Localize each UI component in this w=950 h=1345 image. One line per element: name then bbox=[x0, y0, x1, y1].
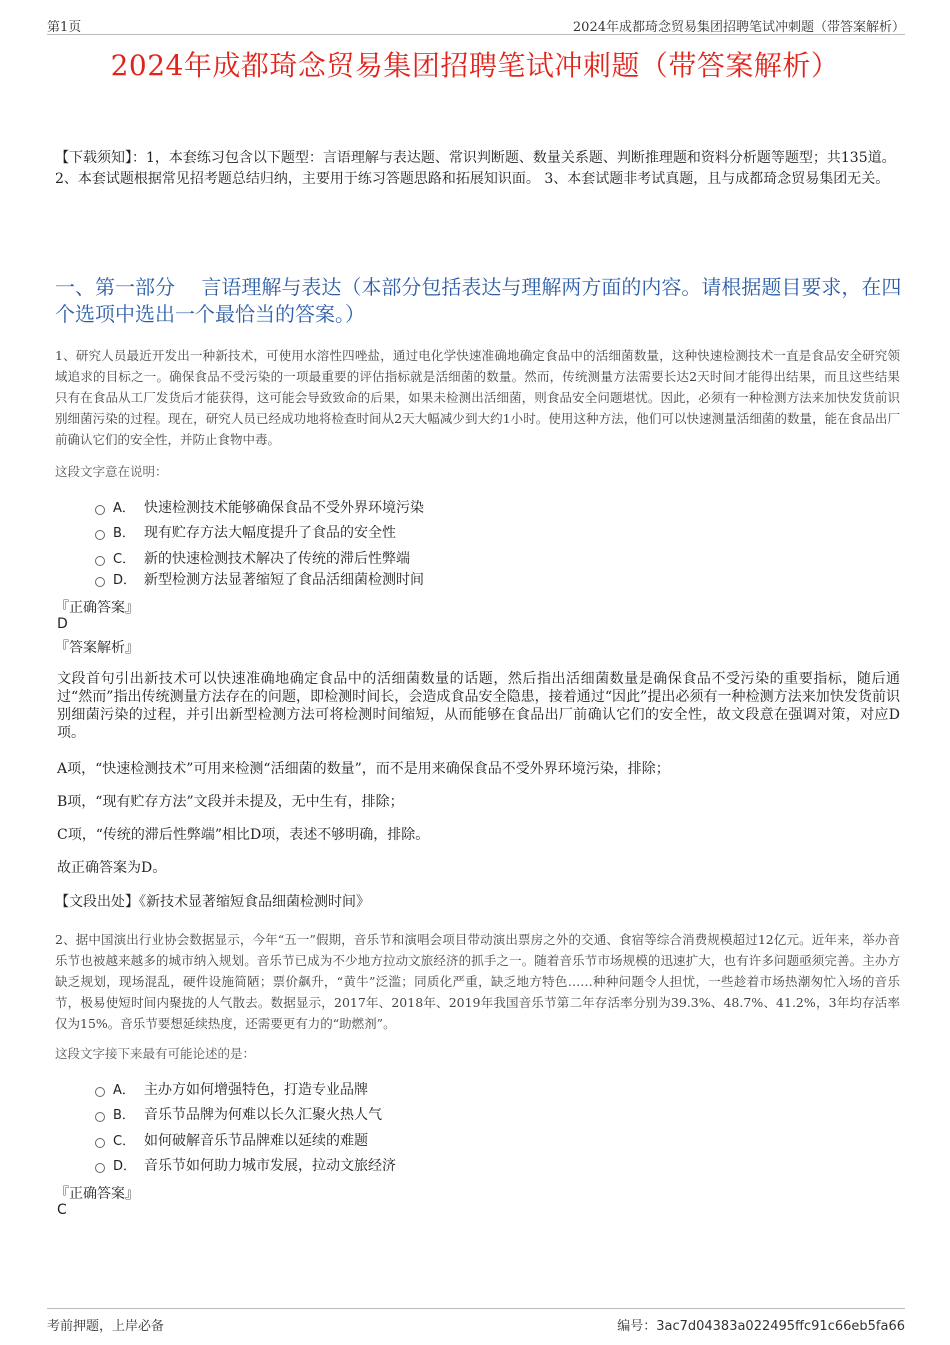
section-heading: 一、第一部分 言语理解与表达（本部分包括表达与理解两方面的内容。请根据题目要求，在四个选项中选出一个最恰当的答案。） bbox=[55, 275, 902, 326]
question-1-answer: D bbox=[57, 616, 68, 632]
radio-icon[interactable] bbox=[95, 530, 105, 540]
question-1-prompt: 这段文字意在说明： bbox=[55, 464, 168, 479]
question-1-answer-label: 『正确答案』 bbox=[55, 600, 139, 616]
question-2-option-b[interactable]: B． 音乐节品牌为何难以长久汇聚火热人气 bbox=[95, 1104, 382, 1124]
page-number: 第1页 bbox=[47, 20, 82, 35]
question-1-analysis-b: B项，“现有贮存方法”文段并未提及，无中生有，排除； bbox=[57, 794, 404, 810]
question-1-analysis-para: 文段首句引出新技术可以快速准确地确定食品中的活细菌数量的话题，然后指出活细菌数量是确保食品不受污染的重要指标，随后通过“然而”指出传统测量方法存在的问题，即检测时间长，会造成食品安全隐患，接着通过“因此”提出必须有一种检测方法来加快发货前识别细菌污染的过程，并引出新型检测方法可将检测时间缩短，从而能够在食品出厂前确认它们的安全性，故文段意在强调对策，对应D项。 bbox=[57, 671, 900, 741]
question-1-text: 1、研究人员最近开发出一种新技术，可使用水溶性四唑盐，通过电化学快速准确地确定食品中的活细菌数量，这种快速检测技术一直是食品安全研究领域追求的目标之一。确保食品不受污染的一项最重要的评估指标就是活细菌的数量。然而，传统测量方法需要长达2天时间才能得出结果，而且这些结果只有在食品从工厂发货后才能获得，这可能会导致致命的后果，如果未检测出活细菌，则食品安全问题堪忧。因此，必须有一种检测方法来加快发货前识别细菌污染的过程。现在，研究人员已经成功地将检查时间从2天大幅减少到大约1小时。使用这种方法，他们可以快速测量活细菌的数量，能在食品出厂前确认它们的安全性，并防止食物中毒。 bbox=[55, 348, 900, 447]
question-2-option-c[interactable]: C． 如何破解音乐节品牌难以延续的难题 bbox=[95, 1130, 368, 1150]
download-notice: 【下载须知】：1，本套练习包含以下题型：言语理解与表达题、常识判断题、数量关系题、判断推理题和资料分析题等题型；共135道。 2、本套试题根据常见招考题总结归纳，主要用于练习答题思路和拓展知识面。 3、本套试题非考试真题，且与成都琦念贸易集团无关。 bbox=[55, 150, 896, 187]
page-footer bbox=[47, 1308, 905, 1334]
question-2-option-a[interactable]: A． 主办方如何增强特色，打造专业品牌 bbox=[95, 1079, 368, 1099]
question-2-text: 2、据中国演出行业协会数据显示，今年“五一”假期，音乐节和演唱会项目带动演出票房之外的交通、食宿等综合消费规模超过12亿元。近年来，举办音乐节也被越来越多的城市纳入规划。音乐节已成为不少地方拉动文旅经济的抓手之一。随着音乐节市场规模的迅速扩大，也有许多问题亟须完善。主办方缺乏规划，现场混乱，硬件设施简陋；票价飙升，“黄牛”泛滥；同质化严重，缺乏地方特色……种种问题令人担忧，一些趁着市场热潮匆忙入场的音乐节，极易使短时间内聚拢的人气散去。数据显示，2017年、2018年、2019年我国音乐节第二年存活率分别为39.3%、48.7%、41.2%，3年均存活率仅为15%。音乐节要想延续热度，还需要更有力的“助燃剂”。 bbox=[55, 932, 900, 1031]
question-2-prompt: 这段文字接下来最有可能论述的是： bbox=[55, 1046, 256, 1061]
question-2-answer-label: 『正确答案』 bbox=[55, 1186, 139, 1202]
radio-icon[interactable] bbox=[95, 556, 105, 566]
question-2-answer: C bbox=[57, 1202, 67, 1218]
question-1-source: 【文段出处】《新技术显著缩短食品细菌检测时间》 bbox=[55, 894, 370, 910]
radio-icon[interactable] bbox=[95, 577, 105, 587]
document-title: 2024年成都琦念贸易集团招聘笔试冲刺题（带答案解析） bbox=[110, 49, 840, 82]
question-2-option-d[interactable]: D． 音乐节如何助力城市发展，拉动文旅经济 bbox=[95, 1155, 396, 1175]
question-1-analysis-a: A项，“快速检测技术”可用来检测“活细菌的数量”，而不是用来确保食品不受外界环境污染，排除； bbox=[57, 761, 670, 777]
radio-icon[interactable] bbox=[95, 505, 105, 515]
question-1-option-a[interactable]: A． 快速检测技术能够确保食品不受外界环境污染 bbox=[95, 497, 424, 517]
radio-icon[interactable] bbox=[95, 1163, 105, 1173]
question-1-analysis-label: 『答案解析』 bbox=[55, 640, 139, 656]
page-header bbox=[47, 14, 905, 35]
question-1-option-b[interactable]: B． 现有贮存方法大幅度提升了食品的安全性 bbox=[95, 522, 396, 542]
question-1-analysis-c: C项，“传统的滞后性弊端”相比D项，表述不够明确，排除。 bbox=[57, 827, 430, 843]
footer-code: 编号：3ac7d04383a022495ffc91c66eb5fa66 bbox=[617, 1319, 905, 1334]
radio-icon[interactable] bbox=[95, 1138, 105, 1148]
question-1-option-d[interactable]: D． 新型检测方法显著缩短了食品活细菌检测时间 bbox=[95, 569, 424, 589]
header-doc-title: 2024年成都琦念贸易集团招聘笔试冲刺题（带答案解析） bbox=[572, 20, 905, 35]
footer-slogan: 考前押题，上岸必备 bbox=[47, 1319, 165, 1334]
radio-icon[interactable] bbox=[95, 1112, 105, 1122]
radio-icon[interactable] bbox=[95, 1087, 105, 1097]
question-1-conclusion: 故正确答案为D。 bbox=[57, 860, 167, 876]
question-1-option-c[interactable]: C． 新的快速检测技术解决了传统的滞后性弊端 bbox=[95, 548, 410, 568]
